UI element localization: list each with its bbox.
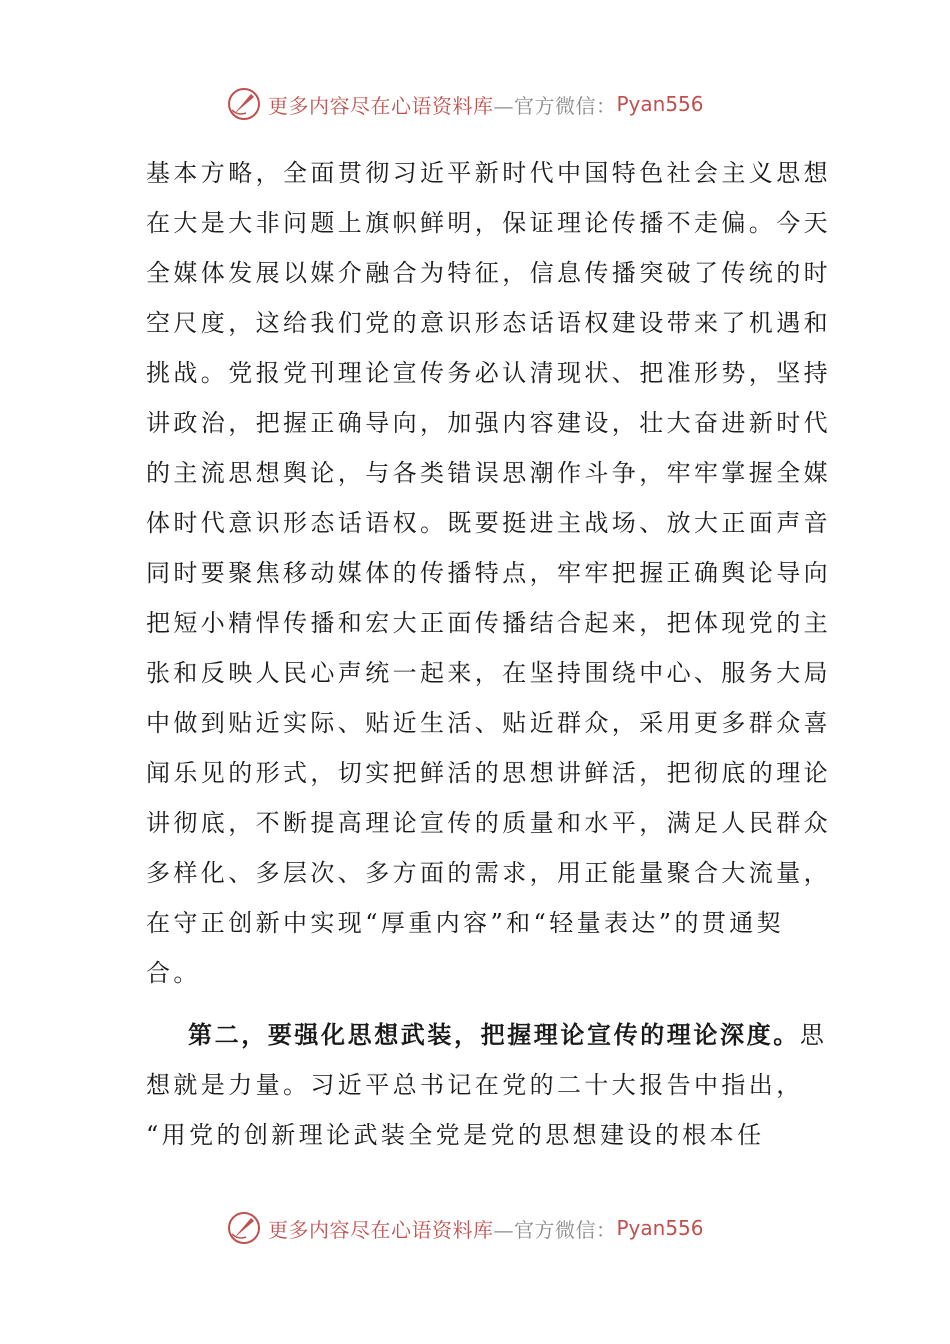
text-line: 空尺度，这给我们党的意识形态话语权建设带来了机遇和 — [146, 309, 831, 337]
text-line: 挑战。党报党刊理论宣传务必认清现状、把准形势，坚持 — [146, 359, 831, 387]
banner-title: 更多内容尽在心语资料库 — [268, 1217, 494, 1242]
document-body — [146, 148, 831, 1160]
paragraph-2 — [146, 1010, 827, 1160]
banner-wechat-label: —官方微信： — [493, 93, 617, 118]
text-line: 合。 — [146, 959, 201, 987]
paragraph-heading-tail: 思 — [799, 1021, 827, 1049]
text-line: 基本方略，全面贯彻习近平新时代中国特色社会主义思想 — [146, 159, 831, 187]
quill-logo-icon — [226, 1210, 262, 1246]
header-banner — [226, 84, 704, 124]
text-line: 讲彻底，不断提高理论宣传的质量和水平，满足人民群众 — [146, 809, 831, 837]
text-line: 在守正创新中实现“厚重内容”和“轻量表达”的贯通契 — [146, 909, 785, 937]
paragraph-heading: 第二，要强化思想武装，把握理论宣传的理论深度。 — [188, 1020, 800, 1049]
banner-wechat-id: Pyan556 — [616, 92, 704, 116]
text-line: “用党的创新理论武装全党是党的思想建设的根本任 — [146, 1121, 765, 1149]
banner-title: 更多内容尽在心语资料库 — [268, 93, 494, 118]
paragraph-2-first-line — [146, 1010, 827, 1060]
text-line: 的主流思想舆论，与各类错误思潮作斗争，牢牢掌握全媒 — [146, 459, 831, 487]
footer-banner — [226, 1208, 704, 1248]
text-line: 体时代意识形态话语权。既要挺进主战场、放大正面声音 — [146, 509, 831, 537]
text-line: 多样化、多层次、多方面的需求，用正能量聚合大流量， — [146, 859, 831, 887]
banner-wechat-id: Pyan556 — [616, 1216, 704, 1240]
text-line: 张和反映人民心声统一起来，在坚持围绕中心、服务大局 — [146, 659, 831, 687]
text-line: 在大是大非问题上旗帜鲜明，保证理论传播不走偏。今天 — [146, 209, 831, 237]
text-line: 想就是力量。习近平总书记在党的二十大报告中指出， — [146, 1071, 804, 1099]
quill-logo-icon — [226, 86, 262, 122]
paragraph-1 — [146, 148, 831, 998]
banner-wechat-label: —官方微信： — [493, 1217, 617, 1242]
text-line: 讲政治，把握正确导向，加强内容建设，壮大奋进新时代 — [146, 409, 831, 437]
text-line: 把短小精悍传播和宏大正面传播结合起来，把体现党的主 — [146, 609, 831, 637]
text-line: 全媒体发展以媒介融合为特征，信息传播突破了传统的时 — [146, 259, 831, 287]
text-line: 闻乐见的形式，切实把鲜活的思想讲鲜活，把彻底的理论 — [146, 759, 831, 787]
text-line: 同时要聚焦移动媒体的传播特点，牢牢把握正确舆论导向 — [146, 559, 831, 587]
text-line: 中做到贴近实际、贴近生活、贴近群众，采用更多群众喜 — [146, 709, 831, 737]
